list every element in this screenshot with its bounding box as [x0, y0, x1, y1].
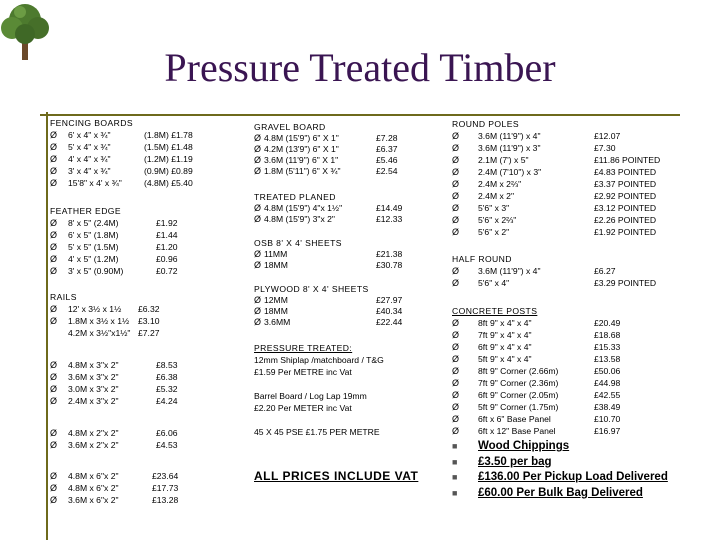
wood-chippings-line: ■ Wood Chippings — [452, 440, 570, 452]
item-price: £12.07 — [594, 131, 621, 141]
item-size: 6' x 4" x ¾" — [68, 130, 111, 140]
page-title: Pressure Treated Timber — [164, 45, 556, 90]
arrow-bullet-icon: Ø — [50, 254, 58, 264]
item-price: £40.34 — [376, 306, 403, 316]
item-price: £11.86 POINTED — [594, 155, 661, 165]
item-price: £1.92 POINTED — [594, 227, 657, 237]
arrow-bullet-icon: Ø — [50, 440, 58, 450]
column-boards-sheets — [254, 121, 444, 482]
item-size: 1.8M x 3½ x 1½ — [68, 316, 130, 326]
rail-row — [50, 427, 240, 439]
arrow-bullet-icon: Ø — [452, 342, 460, 352]
feather-edge-row — [50, 253, 240, 265]
arrow-bullet-icon: Ø — [50, 130, 58, 140]
gravel-board-row — [254, 155, 444, 166]
fencing-board-row — [50, 153, 240, 165]
concrete-post-row — [452, 401, 714, 413]
item-size: 12MM — [264, 295, 288, 305]
round-pole-row — [452, 190, 714, 202]
item-size: 4' x 5" (1.2M) — [68, 254, 119, 264]
item-size: 3.0M x 3"x 2" — [68, 384, 119, 394]
rail-price: £7.27 — [138, 328, 160, 338]
arrow-bullet-icon: Ø — [50, 360, 58, 370]
item-size: 6ft x 6" Base Panel — [478, 414, 551, 424]
arrow-bullet-icon: Ø — [452, 227, 460, 237]
treated-planed-row — [254, 203, 444, 214]
arrow-bullet-icon: Ø — [452, 414, 460, 424]
arrow-bullet-icon: Ø — [50, 142, 58, 152]
round-pole-row — [452, 214, 714, 226]
arrow-bullet-icon: Ø — [452, 155, 460, 165]
arrow-bullet-icon: Ø — [452, 179, 460, 189]
item-size: 12' x 3½ x 1½ — [68, 304, 122, 314]
fencing-boards-section — [50, 117, 240, 189]
item-price: £4.24 — [156, 396, 178, 406]
fencing-boards-heading: FENCING BOARDS — [50, 118, 133, 128]
arrow-bullet-icon: Ø — [50, 428, 58, 438]
feather-edge-row — [50, 229, 240, 241]
arrow-bullet-icon: Ø — [452, 131, 460, 141]
rail-size: 4.2M x 3½"x1½" — [68, 328, 131, 338]
item-size: 4.8M (15'9") 6" X 1" — [264, 133, 339, 143]
arrow-bullet-icon: Ø — [50, 166, 58, 176]
item-size: 8ft 9" Corner (2.66m) — [478, 366, 559, 376]
round-pole-row — [452, 154, 714, 166]
item-price: £3.10 — [138, 316, 160, 326]
gravel-board-heading: GRAVEL BOARD — [254, 122, 326, 132]
item-price: £0.72 — [156, 266, 178, 276]
item-price: £6.06 — [156, 428, 178, 438]
concrete-post-row — [452, 329, 714, 341]
arrow-bullet-icon: Ø — [254, 295, 262, 305]
item-price: £5.46 — [376, 155, 398, 165]
item-price: £12.33 — [376, 214, 403, 224]
item-price: £1.44 — [156, 230, 178, 240]
item-price: £7.28 — [376, 133, 398, 143]
concrete-post-row — [452, 365, 714, 377]
arrow-bullet-icon: Ø — [452, 203, 460, 213]
round-pole-row — [452, 226, 714, 238]
arrow-bullet-icon: Ø — [50, 495, 58, 505]
barrel-board-description: Barrel Board / Log Lap 19mm — [254, 391, 367, 401]
item-price: £1.92 — [156, 218, 178, 228]
item-size: 3.6M (11'9") x 4" — [478, 266, 541, 276]
item-size: 4.2M (13'9") 6" X 1" — [264, 144, 339, 154]
item-size: 5'6" x 3" — [478, 203, 510, 213]
item-size: 3.6M x 6"x 2" — [68, 495, 119, 505]
arrow-bullet-icon: Ø — [50, 304, 58, 314]
concrete-post-row — [452, 353, 714, 365]
item-price: £6.32 — [138, 304, 160, 314]
item-size: 4.8M x 6"x 2" — [68, 483, 119, 493]
item-size: 15'8" x 4' x ¾" — [68, 178, 122, 188]
plywood-sheet-row — [254, 306, 444, 317]
shiplap-price: £1.59 Per METRE inc Vat — [254, 367, 352, 377]
item-price: £14.49 — [376, 203, 403, 213]
arrow-bullet-icon: Ø — [50, 316, 58, 326]
rail-row — [50, 383, 240, 395]
item-price: £44.98 — [594, 378, 621, 388]
concrete-post-row — [452, 341, 714, 353]
arrow-bullet-icon: Ø — [254, 203, 262, 213]
item-size: 2.1M (7') x 5" — [478, 155, 529, 165]
item-size: 2.4M x 3"x 2" — [68, 396, 119, 406]
plywood-sheet-row — [254, 317, 444, 328]
arrow-bullet-icon: Ø — [452, 278, 460, 288]
rail-row — [50, 482, 240, 494]
item-size: 4.8M x 3"x 2" — [68, 360, 119, 370]
item-price: £15.33 — [594, 342, 621, 352]
item-price: £6.38 — [156, 372, 178, 382]
item-size: 3' x 4" x ¾" — [68, 166, 111, 176]
round-pole-row — [452, 178, 714, 190]
item-price: (0.9M) £0.89 — [144, 166, 193, 176]
arrow-bullet-icon: Ø — [452, 426, 460, 436]
item-size: 4.8M x 2"x 2" — [68, 428, 119, 438]
item-size: 7ft 9" Corner (2.36m) — [478, 378, 559, 388]
arrow-bullet-icon: Ø — [452, 266, 460, 276]
rail-row — [50, 494, 240, 506]
item-size: 6ft 9" x 4" x 4" — [478, 342, 532, 352]
osb-sheets-heading: OSB 8' X 4' SHEETS — [254, 238, 342, 248]
arrow-bullet-icon: Ø — [50, 266, 58, 276]
arrow-bullet-icon: Ø — [50, 396, 58, 406]
arrow-bullet-icon: Ø — [452, 354, 460, 364]
item-price: £16.97 — [594, 426, 621, 436]
item-size: 18MM — [264, 306, 288, 316]
concrete-post-row — [452, 317, 714, 329]
concrete-post-row — [452, 377, 714, 389]
half-round-row — [452, 277, 714, 289]
gravel-board-row — [254, 133, 444, 144]
treated-planed-row — [254, 214, 444, 225]
item-price: £22.44 — [376, 317, 403, 327]
round-poles-heading: ROUND POLES — [452, 119, 519, 129]
item-size: 4' x 4" x ¾" — [68, 154, 111, 164]
gravel-board-row — [254, 166, 444, 177]
fencing-board-row — [50, 177, 240, 189]
arrow-bullet-icon: Ø — [50, 384, 58, 394]
half-round-heading: HALF ROUND — [452, 254, 512, 264]
item-price: £42.55 — [594, 390, 621, 400]
item-size: 3' x 5" (0.90M) — [68, 266, 124, 276]
item-size: 6ft 9" Corner (2.05m) — [478, 390, 559, 400]
concrete-post-row — [452, 413, 714, 425]
pressure-treated-heading: PRESSURE TREATED: — [254, 343, 353, 353]
arrow-bullet-icon: Ø — [50, 471, 58, 481]
item-price: (1.5M) £1.48 — [144, 142, 193, 152]
round-pole-row — [452, 202, 714, 214]
arrow-bullet-icon: Ø — [254, 249, 262, 259]
item-size: 4.8M (15'9") 4"x 1½" — [264, 203, 343, 213]
rail-row — [50, 327, 240, 339]
vertical-rule — [46, 112, 48, 540]
item-price: £6.27 — [594, 266, 616, 276]
rail-row — [50, 439, 240, 451]
half-round-row — [452, 265, 714, 277]
item-size: 8' x 5" (2.4M) — [68, 218, 119, 228]
item-size: 3.6MM — [264, 317, 291, 327]
rail-row — [50, 315, 240, 327]
arrow-bullet-icon: Ø — [50, 483, 58, 493]
item-size: 2.4M (7'10") x 3" — [478, 167, 542, 177]
item-size: 3.6M x 3"x 2" — [68, 372, 119, 382]
item-price: £3.12 POINTED — [594, 203, 657, 213]
rail-row — [50, 303, 240, 315]
item-size: 5'6" x 4" — [478, 278, 510, 288]
item-price: £2.54 — [376, 166, 398, 176]
item-price: £8.53 — [156, 360, 178, 370]
item-size: 5ft 9" x 4" x 4" — [478, 354, 532, 364]
item-price: £6.37 — [376, 144, 398, 154]
arrow-bullet-icon: Ø — [452, 318, 460, 328]
item-price: £20.49 — [594, 318, 621, 328]
shiplap-description: 12mm Shiplap /matchboard / T&G — [254, 355, 384, 365]
item-price: £13.58 — [594, 354, 621, 364]
arrow-bullet-icon: Ø — [50, 178, 58, 188]
item-size: 4.8M (15'9") 3"x 2" — [264, 214, 335, 224]
item-price: (4.8M) £5.40 — [144, 178, 193, 188]
item-price: £30.78 — [376, 260, 403, 270]
item-price: £2.92 POINTED — [594, 191, 657, 201]
item-size: 5'6" x 2" — [478, 227, 510, 237]
item-price: £10.70 — [594, 414, 621, 424]
rail-row — [50, 359, 240, 371]
item-size: 4.8M x 6"x 2" — [68, 471, 119, 481]
item-size: 3.6M (11'9") 6" X 1" — [264, 155, 339, 165]
arrow-bullet-icon: Ø — [254, 133, 262, 143]
arrow-bullet-icon: Ø — [254, 260, 262, 270]
rail-row — [50, 395, 240, 407]
item-price: (1.8M) £1.78 — [144, 130, 193, 140]
concrete-post-row — [452, 425, 714, 437]
arrow-bullet-icon: Ø — [254, 155, 262, 165]
item-size: 3.6M (11'9") x 3" — [478, 143, 541, 153]
item-price: £1.20 — [156, 242, 178, 252]
item-size: 2.4M x 2" — [478, 191, 515, 201]
round-pole-row — [452, 130, 714, 142]
arrow-bullet-icon: Ø — [452, 167, 460, 177]
column-fencing-rails — [50, 117, 240, 506]
item-price: £4.53 — [156, 440, 178, 450]
gravel-board-row — [254, 144, 444, 155]
column-poles-posts — [452, 118, 714, 501]
item-size: 6ft x 12" Base Panel — [478, 426, 556, 436]
horizontal-rule — [40, 114, 680, 116]
item-size: 18MM — [264, 260, 288, 270]
rails-section — [50, 291, 240, 506]
item-size: 1.8M (5'11") 6" X ¾" — [264, 166, 341, 176]
item-price: £3.37 POINTED — [594, 179, 657, 189]
osb-sheet-row — [254, 249, 444, 260]
arrow-bullet-icon: Ø — [452, 390, 460, 400]
item-size: 5' x 5" (1.5M) — [68, 242, 119, 252]
arrow-bullet-icon: Ø — [452, 402, 460, 412]
arrow-bullet-icon: Ø — [254, 306, 262, 316]
item-price: £7.30 — [594, 143, 616, 153]
item-price: (1.2M) £1.19 — [144, 154, 193, 164]
item-price: £5.32 — [156, 384, 178, 394]
item-price: £23.64 — [152, 471, 179, 481]
feather-edge-heading: FEATHER EDGE — [50, 206, 122, 216]
item-size: 3.6M x 2"x 2" — [68, 440, 119, 450]
item-price: £17.73 — [152, 483, 179, 493]
arrow-bullet-icon: Ø — [50, 372, 58, 382]
arrow-bullet-icon: Ø — [452, 330, 460, 340]
arrow-bullet-icon: Ø — [50, 230, 58, 240]
rail-row — [50, 371, 240, 383]
concrete-posts-heading: CONCRETE POSTS — [452, 306, 538, 316]
fencing-board-row — [50, 165, 240, 177]
item-price: £13.28 — [152, 495, 179, 505]
item-size: 5ft 9" Corner (1.75m) — [478, 402, 559, 412]
fencing-board-row — [50, 129, 240, 141]
concrete-post-row — [452, 389, 714, 401]
wood-chippings-line: ■ £60.00 Per Bulk Bag Delivered — [452, 486, 643, 499]
barrel-board-price: £2.20 Per METER inc Vat — [254, 403, 352, 413]
arrow-bullet-icon: Ø — [452, 215, 460, 225]
item-size: 5'6" x 2⅔" — [478, 215, 517, 225]
wood-chippings-line: ■ £3.50 per bag — [452, 455, 552, 468]
arrow-bullet-icon: Ø — [452, 378, 460, 388]
round-pole-row — [452, 142, 714, 154]
item-size: 8ft 9" x 4" x 4" — [478, 318, 532, 328]
item-price: £18.68 — [594, 330, 621, 340]
item-price: £4.83 POINTED — [594, 167, 657, 177]
item-size: 7ft 9" x 4" x 4" — [478, 330, 532, 340]
treated-planed-heading: TREATED PLANED — [254, 192, 336, 202]
arrow-bullet-icon: Ø — [452, 366, 460, 376]
item-price: £27.97 — [376, 295, 403, 305]
item-size: 3.6M (11'9") x 4" — [478, 131, 541, 141]
plywood-sheet-row — [254, 295, 444, 306]
item-price: £3.29 POINTED — [594, 278, 657, 288]
round-pole-row — [452, 166, 714, 178]
wood-chippings-line: ■ £136.00 Per Pickup Load Delivered — [452, 471, 668, 484]
arrow-bullet-icon: Ø — [50, 242, 58, 252]
rails-heading: RAILS — [50, 292, 77, 302]
item-size: 6' x 5" (1.8M) — [68, 230, 119, 240]
item-price: £50.06 — [594, 366, 621, 376]
wood-chippings-section — [452, 439, 714, 501]
arrow-bullet-icon: Ø — [254, 317, 262, 327]
item-price: £0.96 — [156, 254, 178, 264]
feather-edge-row — [50, 217, 240, 229]
item-price: £38.49 — [594, 402, 621, 412]
arrow-bullet-icon: Ø — [254, 214, 262, 224]
item-size: 5' x 4" x ¾" — [68, 142, 111, 152]
feather-edge-row — [50, 241, 240, 253]
arrow-bullet-icon: Ø — [452, 191, 460, 201]
item-size: 11MM — [264, 249, 288, 259]
arrow-bullet-icon: Ø — [50, 218, 58, 228]
feather-edge-section — [50, 205, 240, 277]
feather-edge-row — [50, 265, 240, 277]
rail-row — [50, 470, 240, 482]
arrow-bullet-icon: Ø — [50, 154, 58, 164]
pse-price: 45 X 45 PSE £1.75 PER METRE — [254, 427, 380, 437]
arrow-bullet-icon: Ø — [452, 143, 460, 153]
osb-sheet-row — [254, 260, 444, 271]
fencing-board-row — [50, 141, 240, 153]
arrow-bullet-icon: Ø — [254, 144, 262, 154]
arrow-bullet-icon: Ø — [254, 166, 262, 176]
all-prices-include-vat: ALL PRICES INCLUDE VAT — [254, 469, 419, 483]
plywood-sheets-heading: PLYWOOD 8' X 4' SHEETS — [254, 284, 369, 294]
item-price: £21.38 — [376, 249, 403, 259]
item-price: £2.26 POINTED — [594, 215, 657, 225]
item-size: 2.4M x 2⅔" — [478, 179, 522, 189]
